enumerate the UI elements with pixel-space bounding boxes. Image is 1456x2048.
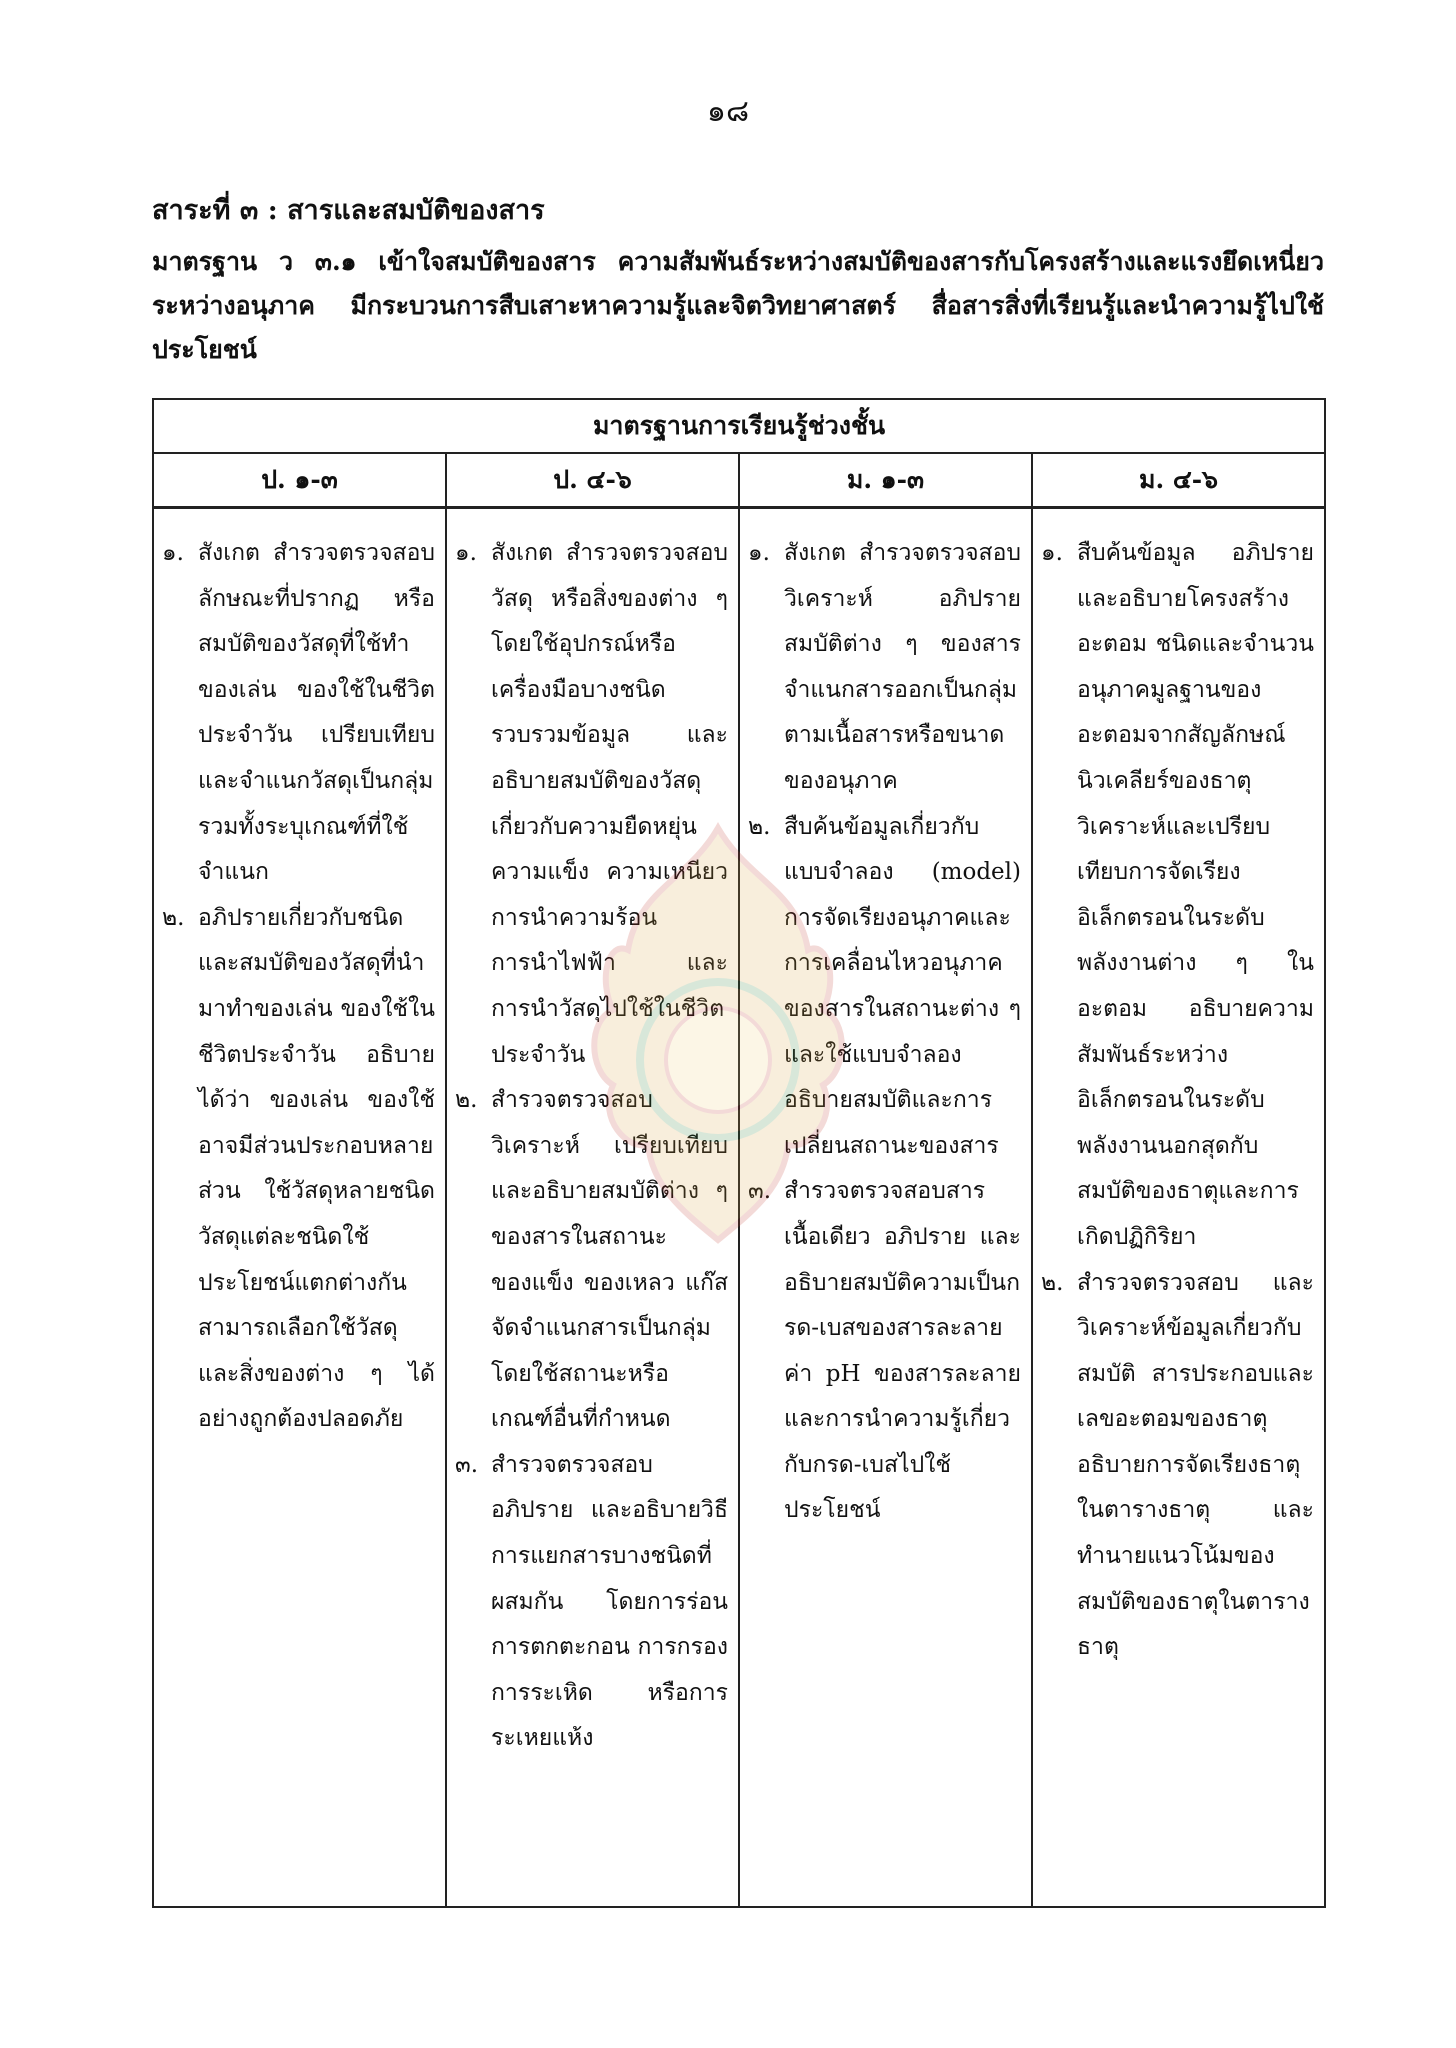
item-text: สืบค้นข้อมูล อภิปราย และอธิบายโครงสร้างอะตอม ชนิดและจำนวนอนุภาคมูลฐานของอะตอมจากสัญลักษณ์นิวเคลียร์ของธาตุ วิเคราะห์และเปรียบเทียบการจัดเรียงอิเล็กตรอนในระดับพลังงานต่าง ๆ ในอะตอม อธิบายความสัมพันธ์ระหว่างอิเล็กตรอนในระดับพลังงานนอกสุดกับสมบัติของธาตุและการเกิดปฏิกิริยา: [1077, 540, 1314, 1250]
item-number: ๑.: [455, 540, 477, 566]
list-item: [748, 531, 1021, 805]
list-item: [748, 805, 1021, 1170]
item-number: ๒.: [162, 904, 185, 931]
list-item: [455, 1443, 728, 1762]
item-number: ๒.: [748, 813, 771, 840]
item-number: ๑.: [162, 540, 184, 566]
item-text: สำรวจตรวจสอบสารเนื้อเดียว อภิปราย และอธิบายสมบัติความเป็นกรด-เบสของสารละลาย ค่า pH ของสารละลาย และการนำความรู้เกี่ยวกับกรด-เบสไปใช้ประโยชน์: [784, 1178, 1021, 1524]
item-number: ๒.: [1041, 1269, 1064, 1296]
list-item: [748, 1169, 1021, 1534]
column-grade-1-3: [153, 508, 446, 1908]
column-header-secondary-4-6: ม. ๔-๖: [1032, 453, 1325, 508]
item-number: ๑.: [1041, 540, 1063, 566]
item-text: สำรวจตรวจสอบ อภิปราย และอธิบายวิธีการแยกสารบางชนิดที่ผสมกัน โดยการร่อน การตกตะกอน การกรอง การระเหิด หรือการระเหยแห้ง: [491, 1451, 728, 1752]
topic-title: สาระที่ ๓ : สารและสมบัติของสาร: [152, 195, 545, 226]
item-text: สำรวจตรวจสอบ และวิเคราะห์ข้อมูลเกี่ยวกับสมบัติ สารประกอบและเลขอะตอมของธาตุ อธิบายการจัดเรียงธาตุในตารางธาตุ และทำนายแนวโน้มของสมบัติของธาตุในตารางธาตุ: [1077, 1269, 1314, 1661]
list-item: [162, 896, 435, 1443]
list-item: [455, 531, 728, 1078]
item-number: ๓.: [748, 1178, 772, 1205]
column-header-secondary-1-3: ม. ๑-๓: [739, 453, 1032, 508]
column-header-grade-1-3: ป. ๑-๓: [153, 453, 446, 508]
item-text: สังเกต สำรวจตรวจสอบ ลักษณะที่ปรากฏ หรือ สมบัติของวัสดุที่ใช้ทำของเล่น ของใช้ในชีวิตประจำวัน เปรียบเทียบและจำแนกวัสดุเป็นกลุ่ม รวมทั้งระบุเกณฑ์ที่ใช้จำแนก: [198, 540, 435, 886]
column-header-grade-4-6: ป. ๔-๖: [446, 453, 739, 508]
learning-standards-table: [152, 398, 1326, 1908]
column-secondary-4-6: [1032, 508, 1325, 1908]
standard-text: มาตรฐาน ว ๓.๑ เข้าใจสมบัติของสาร ความสัมพันธ์ระหว่างสมบัติของสารกับโครงสร้างและแรงยึดเหนี่ยวระหว่างอนุภาค มีกระบวนการสืบเสาะหาความรู้และจิตวิทยาศาสตร์ สื่อสารสิ่งที่เรียนรู้และนำความรู้ไปใช้ประโยชน์: [152, 247, 1324, 364]
item-text: อภิปรายเกี่ยวกับชนิดและสมบัติของวัสดุที่นำมาทำของเล่น ของใช้ในชีวิตประจำวัน อธิบายได้ว่า ของเล่น ของใช้ อาจมีส่วนประกอบหลายส่วน ใช้วัสดุหลายชนิด วัสดุแต่ละชนิดใช้ประโยชน์แตกต่างกัน สามารถเลือกใช้วัสดุและสิ่งของต่าง ๆ ได้อย่างถูกต้องปลอดภัย: [198, 904, 435, 1433]
item-text: สังเกต สำรวจตรวจสอบ วัสดุ หรือสิ่งของต่าง ๆ โดยใช้อุปกรณ์หรือเครื่องมือบางชนิด รวบรวมข้อมูล และอธิบายสมบัติของวัสดุเกี่ยวกับความยืดหยุ่น ความแข็ง ความเหนียว การนำความร้อน การนำไฟฟ้า และการนำวัสดุไปใช้ในชีวิตประจำวัน: [491, 540, 728, 1068]
item-text: สังเกต สำรวจตรวจสอบ วิเคราะห์ อภิปรายสมบัติต่าง ๆ ของสาร จำแนกสารออกเป็นกลุ่มตามเนื้อสารหรือขนาดของอนุภาค: [784, 540, 1021, 794]
table-header: มาตรฐานการเรียนรู้ช่วงชั้น: [153, 399, 1325, 453]
item-text: สืบค้นข้อมูลเกี่ยวกับแบบจำลอง (model) การจัดเรียงอนุภาคและการเคลื่อนไหวอนุภาคของสารในสถานะต่าง ๆ และใช้แบบจำลองอธิบายสมบัติและการเปลี่ยนสถานะของสาร: [784, 813, 1021, 1159]
item-number: ๓.: [455, 1451, 479, 1478]
column-secondary-1-3: [739, 508, 1032, 1908]
list-item: [162, 531, 435, 896]
item-text: สำรวจตรวจสอบ วิเคราะห์ เปรียบเทียบ และอธิบายสมบัติต่าง ๆ ของสารในสถานะของแข็ง ของเหลว แก๊ส จัดจำแนกสารเป็นกลุ่มโดยใช้สถานะหรือเกณฑ์อื่นที่กำหนด: [491, 1087, 728, 1433]
list-item: [1041, 531, 1314, 1261]
page-number: ๑๘: [706, 94, 750, 129]
list-item: [1041, 1261, 1314, 1671]
item-number: ๒.: [455, 1087, 478, 1114]
column-grade-4-6: [446, 508, 739, 1908]
list-item: [455, 1078, 728, 1443]
item-number: ๑.: [748, 540, 770, 566]
